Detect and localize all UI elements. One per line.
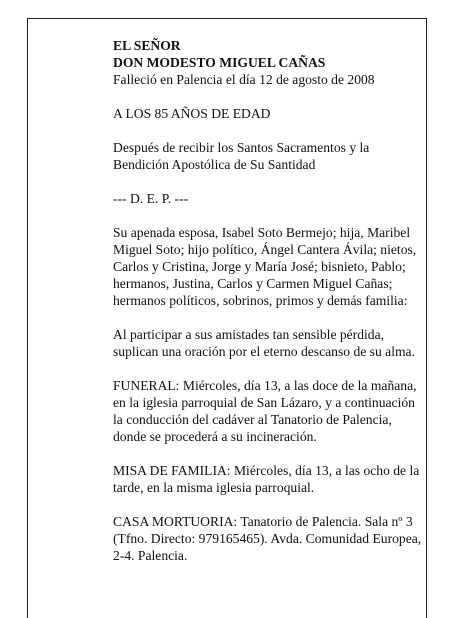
- funeral-home-paragraph: CASA MORTUORIA: Tanatorio de Palencia. Sala nº 3 (Tfno. Directo: 979165465). Avda. Comunidad Europea, 2-4. Palencia.: [113, 514, 422, 563]
- obituary-text: [113, 37, 423, 581]
- family-paragraph: Su apenada esposa, Isabel Soto Bermejo; hija, Maribel Miguel Soto; hijo político, Ángel Cantera Ávila; nietos, Carlos y Cristina, Jorge y María José; bisnieto, Pablo; hermanos, Justina, Carlos y Carmen Miguel Cañas; hermanos políticos, sobrinos, primos y demás familia:: [113, 225, 417, 308]
- death-notice: Falleció en Palencia el día 12 de agosto de 2008: [113, 72, 375, 87]
- age-line: A LOS 85 AÑOS DE EDAD: [113, 106, 271, 121]
- family-mass-paragraph: MISA DE FAMILIA: Miércoles, día 13, a las ocho de la tarde, en la misma iglesia parroquial.: [113, 463, 420, 495]
- title-line-1: EL SEÑOR: [113, 38, 181, 53]
- title-line-2: DON MODESTO MIGUEL CAÑAS: [113, 55, 326, 70]
- request-paragraph: Al participar a sus amistades tan sensible pérdida, suplican una oración por el eterno descanso de su alma.: [113, 327, 415, 359]
- funeral-paragraph: FUNERAL: Miércoles, día 13, a las doce de la mañana, en la iglesia parroquial de San Lázaro, y a continuación la conducción del cadáver al Tanatorio de Palencia, donde se procederá a su incineración.: [113, 378, 417, 444]
- rip-line: --- D. E. P. ---: [113, 191, 189, 206]
- sacraments-paragraph: Después de recibir los Santos Sacramentos y la Bendición Apostólica de Su Santidad: [113, 140, 370, 172]
